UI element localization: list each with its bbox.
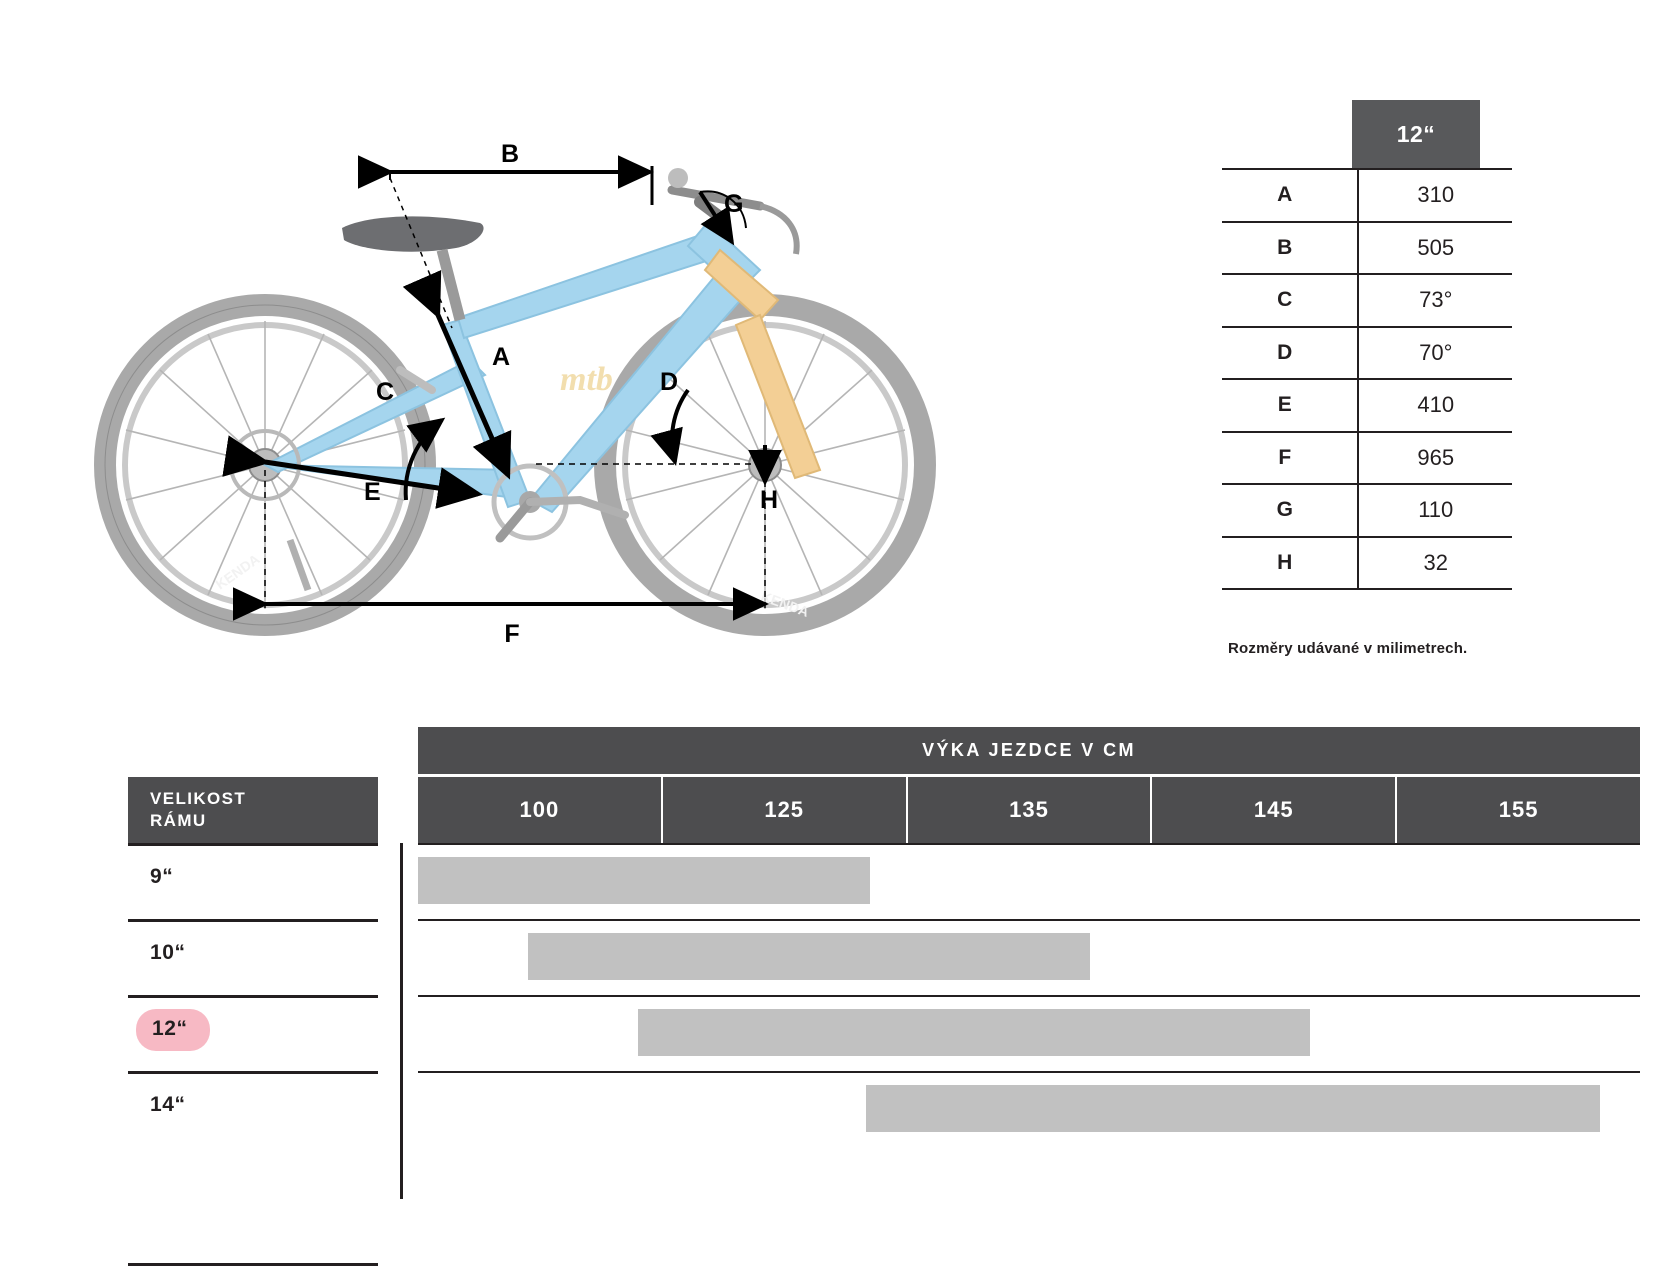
units-note: Rozměry udávané v milimetrech.	[1228, 640, 1468, 657]
height-column: 145	[1152, 777, 1397, 843]
fit-range-bar	[528, 933, 1090, 980]
saddle	[342, 216, 484, 320]
list-item	[128, 919, 1640, 995]
rider-sizing-chart	[128, 727, 1640, 1167]
geometry-key: F	[1278, 445, 1292, 469]
geometry-key: H	[1277, 550, 1293, 574]
dimension-label-e: E	[364, 478, 381, 506]
geometry-key: A	[1277, 183, 1293, 207]
geometry-value: 410	[1357, 380, 1512, 431]
dimension-label-f: F	[504, 620, 520, 648]
row-divider	[128, 919, 378, 922]
frame-size-label: 9“	[150, 865, 174, 888]
dimension-b	[390, 140, 652, 205]
dimension-label-d: D	[660, 368, 679, 396]
geometry-key: D	[1277, 340, 1293, 364]
dimension-d	[660, 368, 688, 462]
geometry-value: 110	[1357, 485, 1512, 536]
height-column: 125	[663, 777, 908, 843]
svg-text:KENDA: KENDA	[758, 587, 812, 620]
row-divider-right	[418, 995, 1640, 997]
table-row	[1222, 378, 1512, 431]
height-column: 135	[908, 777, 1153, 843]
suspension-fork	[705, 250, 820, 478]
row-divider-right	[418, 1071, 1640, 1073]
geometry-table	[1222, 100, 1512, 590]
fit-range-bar	[418, 857, 870, 904]
table-row	[1222, 483, 1512, 536]
dimension-a	[438, 315, 510, 475]
list-item	[128, 995, 1640, 1071]
row-divider	[128, 995, 378, 998]
geometry-value: 70°	[1357, 328, 1512, 379]
list-item	[128, 1071, 1640, 1147]
frame-size-label: 14“	[150, 1093, 186, 1116]
row-divider	[128, 1071, 378, 1074]
geometry-header-spacer	[1222, 100, 1352, 168]
geometry-value: 73°	[1357, 275, 1512, 326]
geometry-key: E	[1277, 393, 1292, 417]
table-row	[1222, 326, 1512, 379]
frame-size-header	[128, 777, 378, 843]
geometry-value: 32	[1357, 538, 1512, 589]
list-item	[128, 843, 1640, 919]
table-row	[1222, 273, 1512, 326]
fit-range-bar	[866, 1085, 1600, 1132]
svg-text:KENDA: KENDA	[212, 550, 263, 593]
rider-height-header: VÝKA JEZDCE V CM	[418, 727, 1640, 774]
size-rows	[128, 843, 1640, 1147]
geometry-table-header	[1222, 100, 1512, 168]
row-divider-right	[418, 843, 1640, 845]
frame-size-label-selected[interactable]: 12“	[136, 1009, 210, 1051]
frame-size-header-line1: VELIKOST	[150, 789, 247, 808]
table-row	[1222, 221, 1512, 274]
bike-illustration	[60, 70, 1060, 670]
dimension-label-a: A	[492, 343, 511, 371]
geometry-size-header: 12“	[1352, 100, 1480, 168]
bike-geometry-diagram	[60, 70, 1060, 670]
geometry-key: C	[1277, 288, 1293, 312]
row-divider-right	[418, 919, 1640, 921]
height-column: 155	[1397, 777, 1640, 843]
dimension-label-h: H	[760, 486, 779, 514]
table-row	[1222, 536, 1512, 591]
table-row	[1222, 168, 1512, 221]
geometry-value: 505	[1357, 223, 1512, 274]
dimension-label-g: G	[724, 190, 744, 218]
svg-text:mtb: mtb	[560, 361, 613, 398]
geometry-value: 965	[1357, 433, 1512, 484]
table-row	[1222, 431, 1512, 484]
geometry-value: 310	[1357, 170, 1512, 221]
frame-size-header-line2: RÁMU	[150, 811, 207, 830]
frame-size-label: 10“	[150, 941, 186, 964]
dimension-label-b: B	[500, 140, 520, 168]
fit-range-bar	[638, 1009, 1310, 1056]
geometry-key: G	[1276, 498, 1293, 522]
row-divider	[128, 843, 378, 846]
dimension-label-c: C	[376, 378, 395, 406]
height-columns	[418, 777, 1640, 843]
height-column: 100	[418, 777, 663, 843]
geometry-key: B	[1277, 235, 1293, 259]
